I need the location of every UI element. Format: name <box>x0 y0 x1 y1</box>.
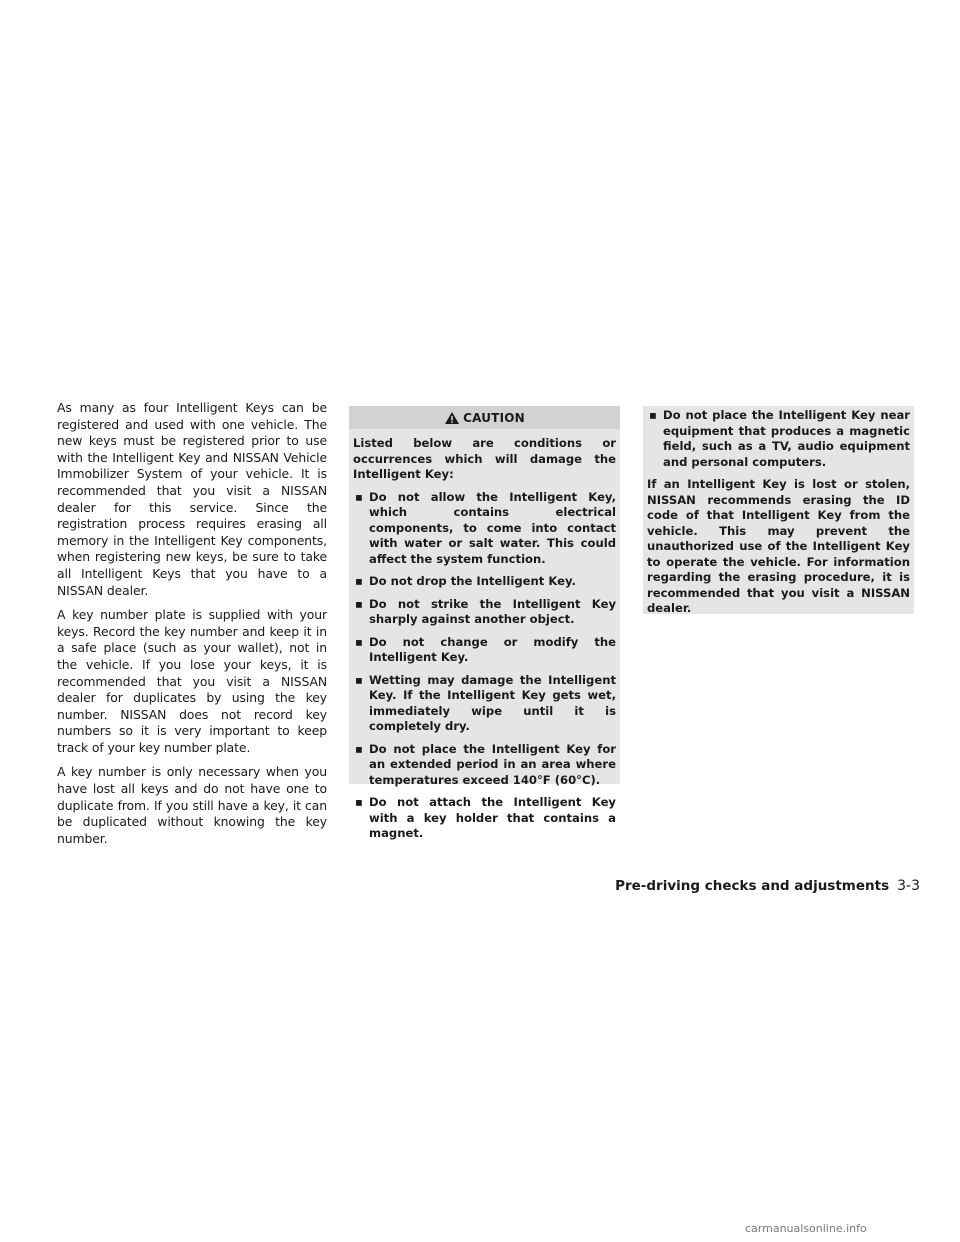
bullet-icon: ▪ <box>355 596 363 611</box>
section-title: Pre-driving checks and adjustments <box>615 878 890 894</box>
caution-item: ▪ Do not place the Intelligent Key near equipment that produces a magnetic field, such as a TV, audio equipment and personal computers. <box>649 408 910 469</box>
caution-closing: If an Intelligent Key is lost or stolen, NISSAN recommends erasing the ID code of that Intelligent Key from the vehicle. This may prevent the unauthorized use of the Intelligent Key to operate the vehicle. For information regarding the erasing procedure, it is recommended that you visit a NISSAN dealer. <box>647 477 910 615</box>
bullet-icon: ▪ <box>355 795 363 809</box>
paragraph-key-duplication: A key number is only necessary when you have lost all keys and do not have one to duplicate from. If you still have a key, it can be duplicated without knowing the key number. <box>57 764 327 846</box>
caution-item: ▪ Do not attach the Intelligent Key with a key holder that contains a magnet. <box>355 795 616 840</box>
caution-item: ▪ Do not allow the Intelligent Key, which contains electrical components, to come into contact with water or salt water. This could affect the system function. <box>355 489 616 566</box>
bullet-icon: ▪ <box>355 741 363 756</box>
bullet-icon: ▪ <box>355 489 363 504</box>
caution-item: ▪ Do not drop the Intelligent Key. <box>355 574 576 588</box>
paragraph-key-number-plate: A key number plate is supplied with your keys. Record the key number and keep it in a safe place (such as your wallet), not in the vehicle. If you lose your keys, it is recommended that you visit a NISSAN dealer for duplicates by using the key number. NISSAN does not record key numbers so it is very important to keep track of your key number plate. <box>57 607 327 755</box>
bullet-icon: ▪ <box>355 634 363 649</box>
caution-box-continued <box>643 406 914 614</box>
warning-triangle-icon <box>444 411 460 425</box>
bullet-icon: ▪ <box>649 408 657 422</box>
watermark: carmanualsonline.info <box>745 1222 867 1235</box>
caution-item: ▪ Do not change or modify the Intelligent Key. <box>355 634 616 664</box>
page-number: 3-3 <box>897 878 920 894</box>
caution-heading: CAUTION <box>463 410 525 425</box>
caution-intro: Listed below are conditions or occurrences which will damage the Intelligent Key: <box>353 436 616 481</box>
bullet-icon: ▪ <box>355 574 363 588</box>
paragraph-key-registration: As many as four Intelligent Keys can be registered and used with one vehicle. The new keys must be registered prior to use with the Intelligent Key and NISSAN Vehicle Immobilizer System of your vehicle. It is recommended that you visit a NISSAN dealer for this service. Since the registration process requires erasing all memory in the Intelligent Key components, when registering new keys, be sure to take all Intelligent Keys that you have to a NISSAN dealer. <box>57 400 327 598</box>
caution-item: ▪ Do not strike the Intelligent Key sharply against another object. <box>355 596 616 626</box>
body-text-column <box>57 400 327 855</box>
caution-item: ▪ Wetting may damage the Intelligent Key. If the Intelligent Key gets wet, immediately wipe until it is completely dry. <box>355 672 616 733</box>
caution-box <box>349 406 620 840</box>
caution-header <box>349 406 620 429</box>
bullet-icon: ▪ <box>355 672 363 687</box>
caution-item: ▪ Do not place the Intelligent Key for an extended period in an area where temperatures exceed 140°F (60°C). <box>355 741 616 787</box>
page-footer <box>615 878 920 894</box>
